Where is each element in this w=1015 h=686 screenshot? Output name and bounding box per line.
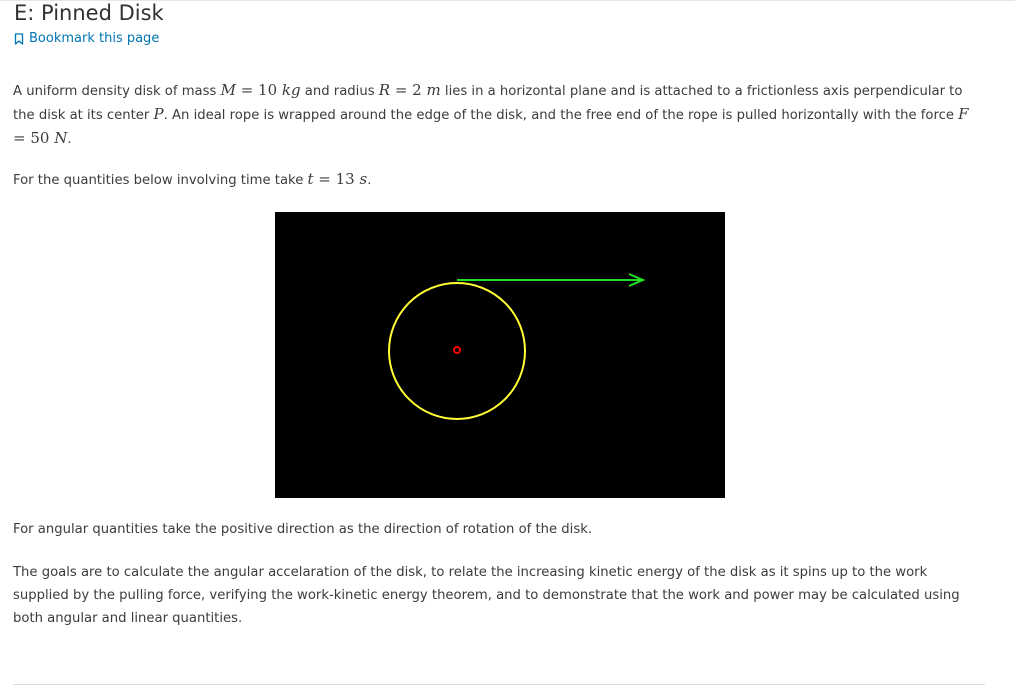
disk-figure (275, 212, 725, 498)
bookmark-button[interactable] (14, 31, 159, 47)
bookmark-icon (14, 33, 24, 45)
sign-convention-text: For angular quantities take the positive direction as the direction of rotation of the disk. (13, 522, 593, 537)
time-statement: For the quantities below involving time take t = 13 s. (13, 170, 372, 188)
disk-center-point (454, 347, 460, 353)
bottom-divider (13, 684, 985, 685)
page-title: E: Pinned Disk (14, 1, 164, 25)
bookmark-label: Bookmark this page (29, 31, 160, 46)
goals-text: The goals are to calculate the angular accelaration of the disk, to relate the increasing kinetic energy of the disk as it spins up to the work supplied by the pulling force, verifying the work-kinetic energy theorem, and to demonstrate that the work and power may be calculated using both angular and linear quantities. (13, 565, 960, 626)
disk-outline (389, 283, 525, 419)
problem-statement: A uniform density disk of mass M = 10 kg and radius R = 2 m lies in a horizontal plane and is attached to a frictionless axis perpendicular to the disk at its center P. An ideal rope is wrapped around the edge of the disk, and the free end of the rope is pulled horizontally with the force F = 50 N. (13, 81, 969, 147)
